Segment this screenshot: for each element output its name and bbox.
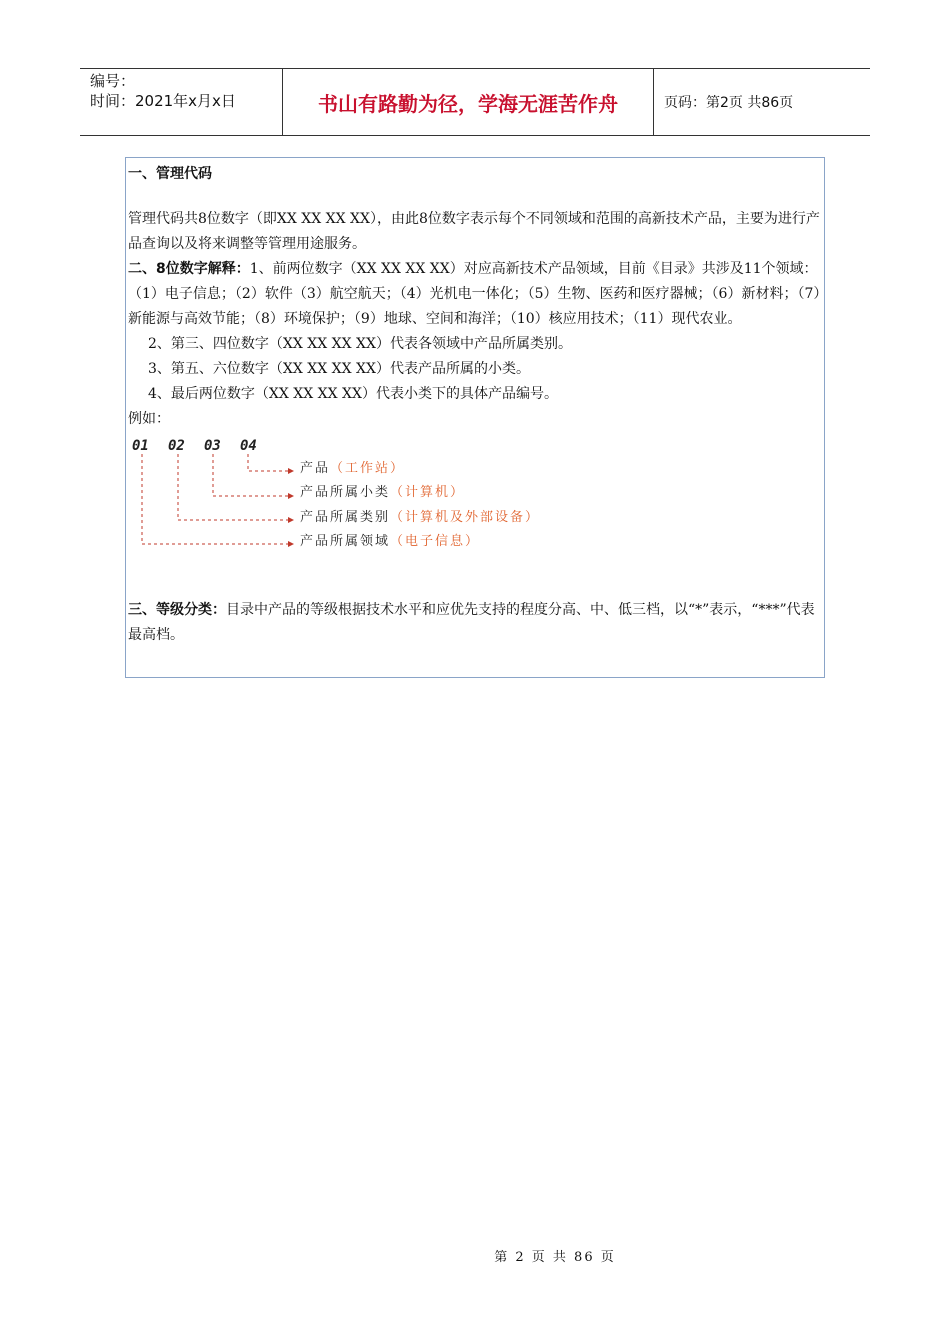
header-page-label: 页码：第2页 共86页 <box>664 95 794 111</box>
arrow-head-icon <box>288 493 294 499</box>
spacer <box>128 187 822 207</box>
section-2-item-4: 4、最后两位数字（XX XX XX XX）代表小类下的具体产品编号。 <box>148 386 558 402</box>
section-1-title: 一、管理代码 <box>128 166 212 182</box>
label-example: （电子信息） <box>390 534 481 549</box>
content-box <box>125 157 825 678</box>
section-1-text: 管理代码共8位数字（即XX XX XX XX），由此8位数字表示每个不同领域和范围的高新技术产品，主要为进行产品查询以及将来调整等管理用途服务。 <box>128 211 820 252</box>
example-label: 例如： <box>128 411 170 427</box>
code-segment-4: 04 <box>240 438 257 454</box>
label-main: 产品 <box>300 461 331 476</box>
section-3-para <box>128 598 822 648</box>
label-main: 产品所属类别 <box>300 510 391 525</box>
header-meta <box>80 69 282 135</box>
label-example: （计算机及外部设备） <box>390 510 541 525</box>
code-segment-3: 03 <box>204 438 221 454</box>
arrow-head-icon <box>288 517 294 523</box>
header-page-cell <box>654 69 870 135</box>
diagram-label-domain <box>300 529 480 554</box>
arrow-head-icon <box>288 541 294 547</box>
connector-subclass <box>213 454 288 496</box>
section-3-text: 目录中产品的等级根据技术水平和应优先支持的程度分高、中、低三档，以“*”表示，“***”代表最高档。 <box>128 602 815 643</box>
section-3-title: 三、等级分类： <box>128 602 226 618</box>
connector-domain <box>142 454 288 544</box>
number-label: 编号： <box>90 72 136 90</box>
code-segment-2: 02 <box>168 438 185 454</box>
header-motto-cell <box>282 69 654 135</box>
diagram-label-category <box>300 505 540 530</box>
section-2-para <box>128 257 822 332</box>
label-example: （计算机） <box>390 485 466 500</box>
code-segment-1: 01 <box>132 438 149 454</box>
page-footer: 第 2 页 共 86 页 <box>494 1250 616 1265</box>
header-motto: 书山有路勤为径，学海无涯苦作舟 <box>318 91 618 116</box>
page-header <box>80 68 870 136</box>
arrow-head-icon <box>288 468 294 474</box>
time-label: 时间：2021年x月x日 <box>90 92 236 110</box>
section-2-item-2: 2、第三、四位数字（XX XX XX XX）代表各领域中产品所属类别。 <box>148 336 572 352</box>
section-2-title: 二、8位数字解释： <box>128 261 250 277</box>
diagram-label-product <box>300 456 405 481</box>
label-main: 产品所属领域 <box>300 534 391 549</box>
section-2-text: 1、前两位数字（XX XX XX XX）对应高新技术产品领域，目前《目录》共涉及11个领域：（1）电子信息；（2）软件（3）航空航天；（4）光机电一体化；（5）生物、医药和医疗器械；（6）新材料；（7）新能源与高效节能；（8）环境保护；（9）地球、空间和海洋；（10）核应用技术；（11）现代农业。 <box>128 261 821 327</box>
section-2-item-3: 3、第五、六位数字（XX XX XX XX）代表产品所属的小类。 <box>148 361 530 377</box>
diagram-label-subclass <box>300 480 465 505</box>
label-example: （工作站） <box>330 461 406 476</box>
connector-category <box>178 454 288 520</box>
label-main: 产品所属小类 <box>300 485 391 500</box>
code-diagram <box>128 432 818 598</box>
